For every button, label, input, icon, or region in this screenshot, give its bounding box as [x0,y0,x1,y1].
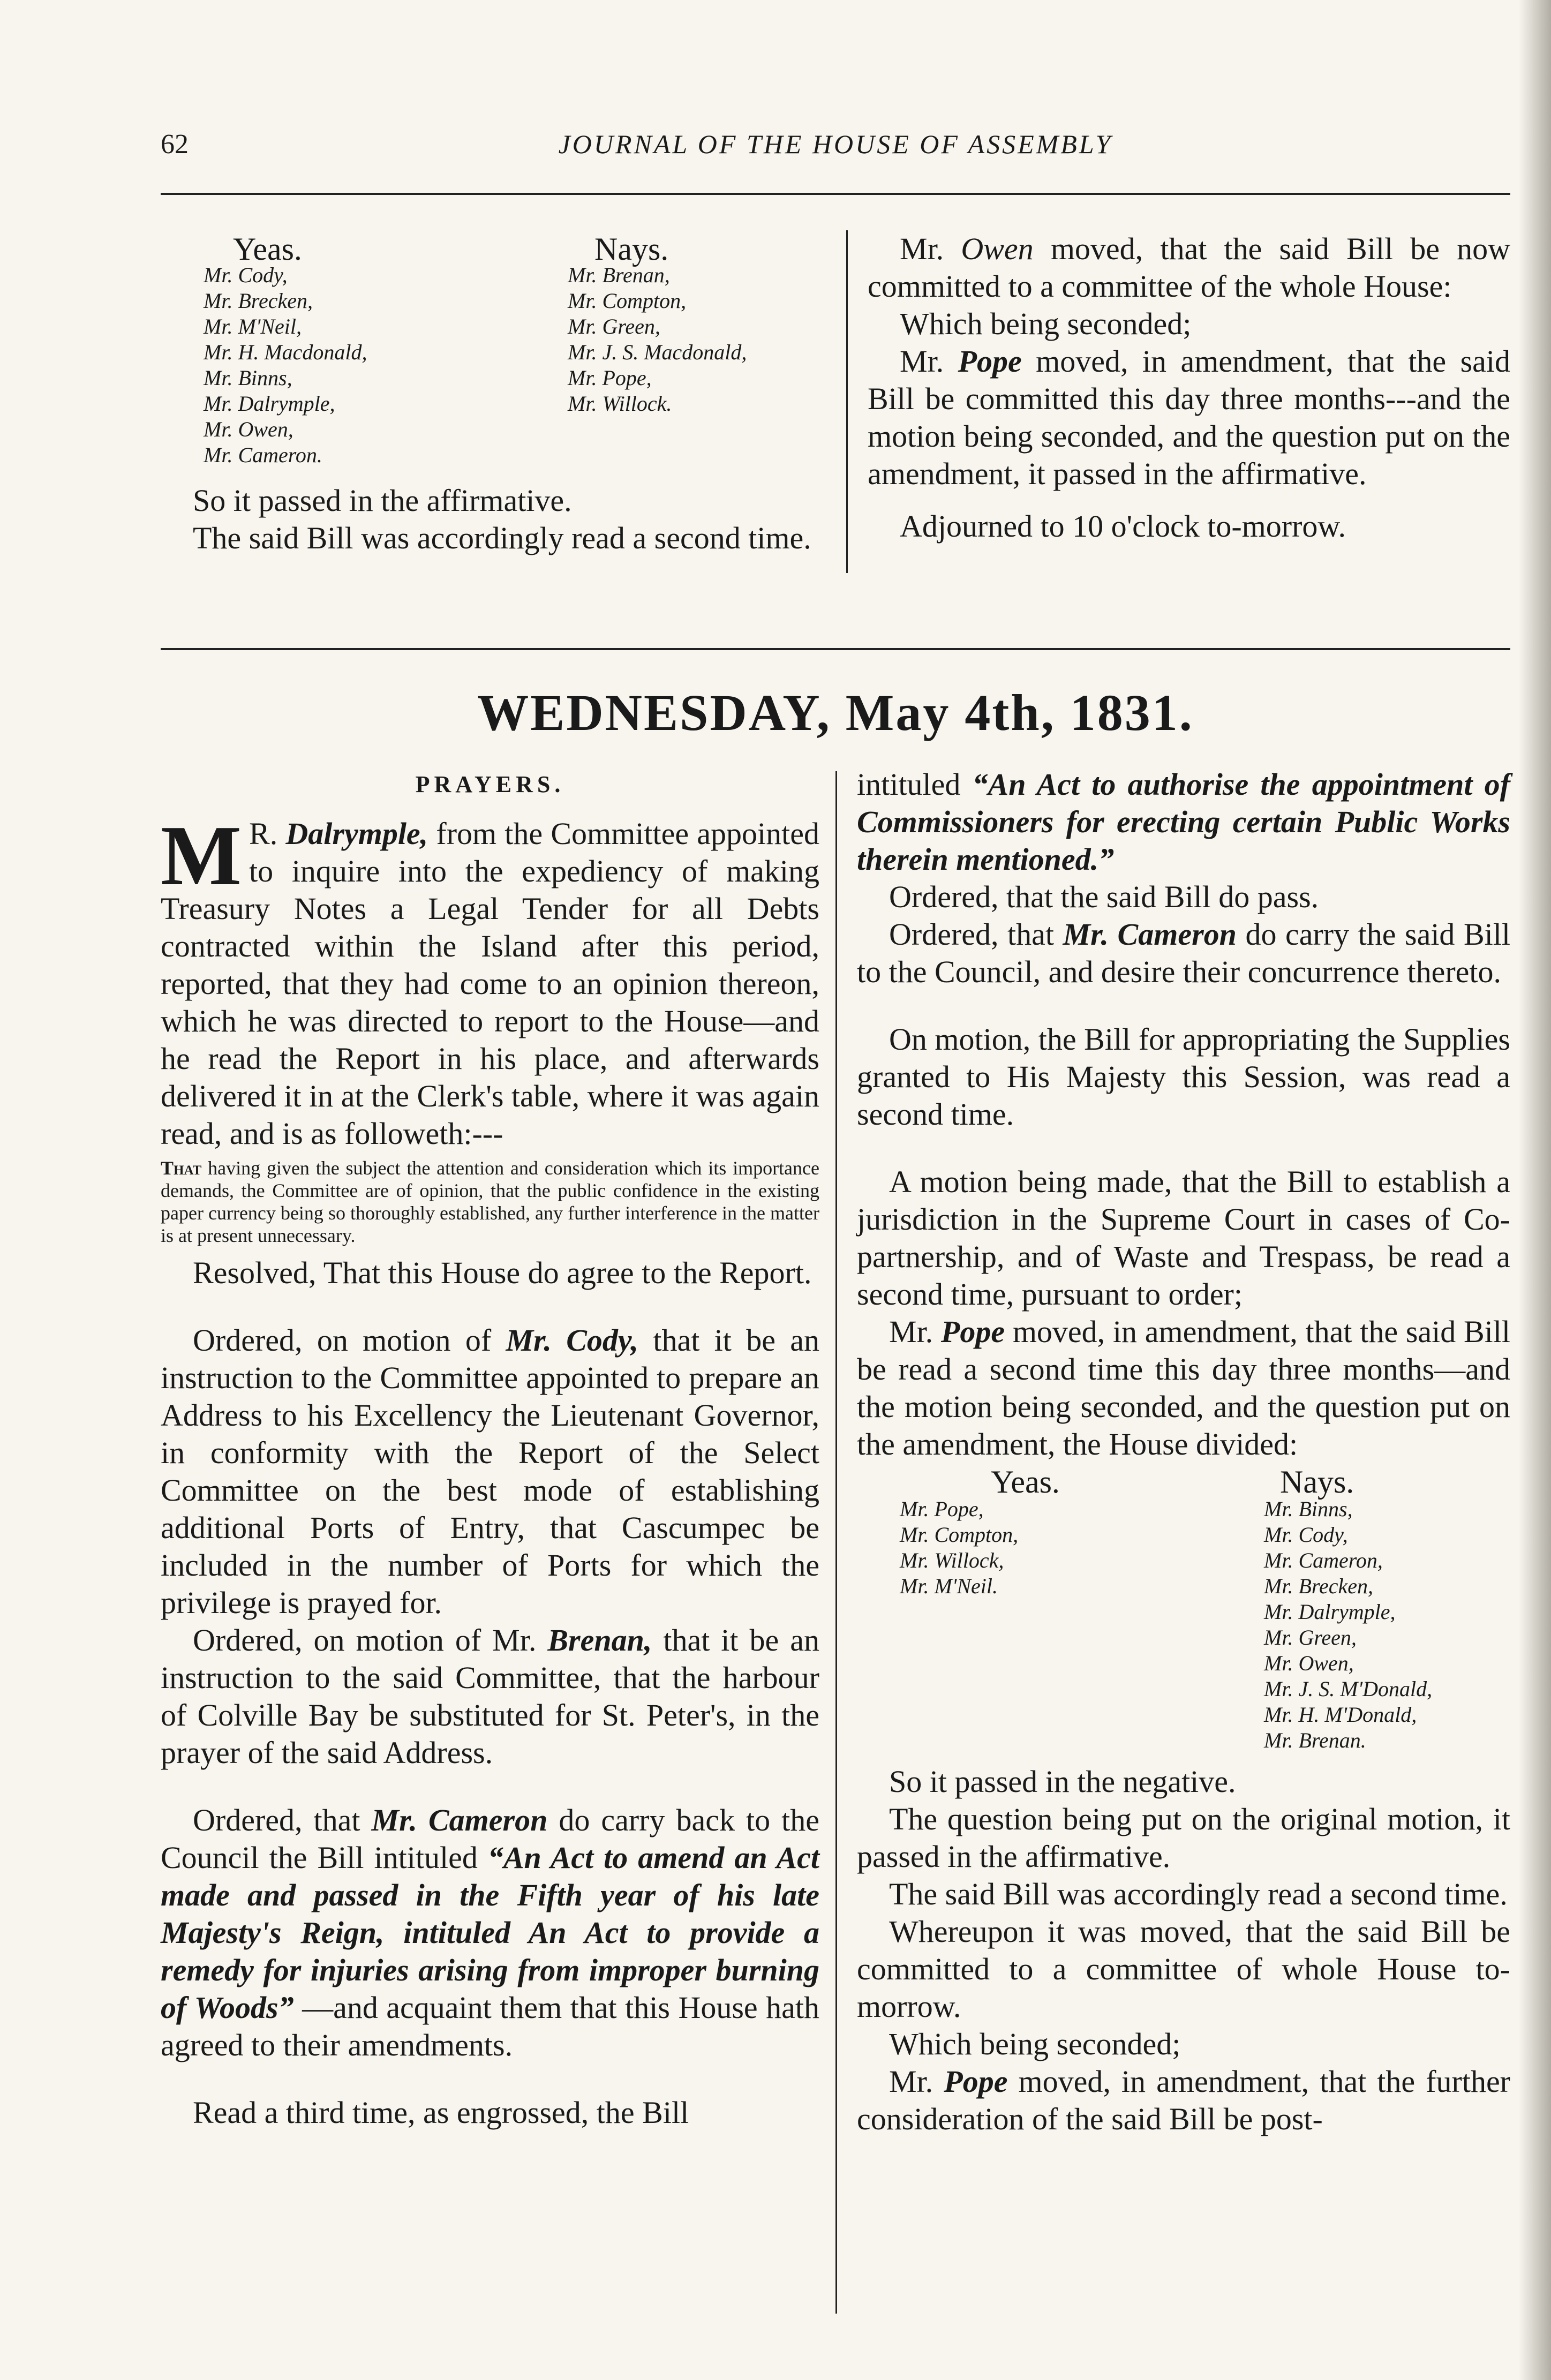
yea-name: Mr. Pope, [900,1497,984,1521]
yeas-label: Yeas. [991,1464,1060,1500]
column-divider-top [846,230,848,573]
date-heading: WEDNESDAY, May 4th, 1831. [477,684,1194,741]
paragraph: Ordered, that Mr. Cameron do carry the said Bill to the Council, and desire their concurrence thereto. [857,917,1510,989]
paragraph: So it passed in the negative. [889,1764,1236,1799]
nay-name: Mr. H. M'Donald, [1264,1703,1417,1727]
right-column [857,766,1510,2138]
yea-name: Mr. Dalrymple, [204,391,335,416]
paragraph: The question being put on the original motion, it passed in the affirmative. [857,1802,1510,1874]
column-divider [835,771,837,2314]
top-right-column [868,230,1510,545]
paragraph: On motion, the Bill for appropriating the Supplies granted to His Majesty this Session, was read a second time. [857,1022,1510,1132]
yea-name: Mr. Brecken, [204,289,313,313]
running-title: JOURNAL OF THE HOUSE OF ASSEMBLY [558,129,1113,159]
nay-name: Mr. Owen, [1264,1651,1354,1675]
paragraph: Read a third time, as engrossed, the Bill [193,2095,689,2130]
paragraph: Resolved, That this House do agree to the Report. [193,1255,812,1290]
nay-name: Mr. Cody, [1264,1523,1348,1547]
yea-name: Mr. Owen, [204,417,293,441]
nay-name: Mr. Pope, [568,366,652,390]
nay-name: Mr. Brenan. [1264,1728,1366,1752]
paragraph: Ordered, that Mr. Cameron do carry back to the Council the Bill intituled “An Act to amend an Act made and passed in the Fifth year of his late Majesty's Reign, intituled An Act to provide a remedy for injuries arising from improper burning of Woods” —and acquaint them that this House hath agreed to their amendments. [161,1803,819,2062]
header-rule [161,193,1510,195]
left-column [161,766,819,2132]
page-number: 62 [161,129,189,160]
page-edge-shadow [1519,0,1551,2380]
paragraph: The said Bill was accordingly read a second time. [889,1877,1508,1911]
paragraph: Which being seconded; [900,306,1192,341]
paragraph: Ordered, on motion of Mr. Brenan, that it be an instruction to the said Committee, that the harbour of Colville Bay be substituted for St. Peter's, in the prayer of the said Address. [161,1623,820,1770]
yea-name: Mr. H. Macdonald, [204,340,367,364]
page-header [161,129,1510,177]
drop-cap: M [161,808,242,903]
nays-label: Nays. [1280,1464,1354,1500]
yea-name: Mr. Cody, [204,263,288,287]
paragraph: Mr. Owen moved, that the said Bill be now committed to a committee of the whole House: [868,231,1510,304]
prayers-heading: PRAYERS. [415,771,565,797]
nay-name: Mr. Brecken, [1264,1574,1373,1598]
nays-list [568,262,747,417]
paragraph: Whereupon it was moved, that the said Bill be committed to a committee of whole House to-morrow. [857,1914,1510,2024]
nay-name: Mr. Binns, [1264,1497,1353,1521]
paragraph: Mr. Pope moved, in amendment, that the further consideration of the said Bill be post- [857,2064,1510,2136]
paragraph: So it passed in the affirmative. [193,483,572,518]
paragraph: intituled “An Act to authorise the appointment of Commissioners for erecting certain Public Works therein mentioned.” [857,767,1510,877]
nay-name: Mr. J. S. Macdonald, [568,340,747,364]
nay-name: Mr. J. S. M'Donald, [1264,1677,1433,1701]
paragraph: Which being seconded; [889,2027,1181,2061]
yea-name: Mr. Willock, [900,1548,1004,1572]
nay-name: Mr. Green, [1264,1625,1357,1650]
yea-name: Mr. M'Neil. [900,1574,998,1598]
yea-name: Mr. Cameron. [204,443,322,467]
nay-name: Mr. Dalrymple, [1264,1600,1396,1624]
nays-label: Nays. [594,231,669,267]
paragraph: Ordered, on motion of Mr. Cody, that it be an instruction to the Committee appointed to prepare an Address to his Excellency the Lieutenant Governor, in conformity with the Report of the Select Committee on the best mode of establishing additional Ports of Entry, that Cascumpec be included in the number of Ports for which the privilege is prayed for. [161,1323,820,1620]
yea-name: Mr. Binns, [204,366,292,390]
paragraph: Mr. Pope moved, in amendment, that the said Bill be committed this day three months---and the motion being seconded, and the question put on the amendment, it passed in the affirmative. [868,344,1510,491]
paragraph: A motion being made, that the Bill to establish a jurisdiction in the Supreme Court in cases of Co-partnership, and of Waste and Trespass, be read a second time, pursuant to order; [857,1164,1510,1312]
paragraph: M R. Dalrymple, from the Committee appointed to inquire into the expediency of making Treasury Notes a Legal Tender for all Debts contracted within the Island after this period, reported, that they had come to an opinion thereon, which he was directed to report to the House—and he read the Report in his place, and afterwards delivered it in at the Clerk's table, where it was again read, and is as followeth:--- [161,808,819,1151]
nay-name: Mr. Willock. [568,391,672,416]
nay-name: Mr. Brenan, [568,263,670,287]
yea-name: Mr. M'Neil, [204,314,302,338]
paragraph: Mr. Pope moved, in amendment, that the said Bill be read a second time this day three months—and the motion being seconded, and the question put on the amendment, the House divided: [857,1314,1510,1462]
yeas-list [204,262,367,468]
committee-report: That having given the subject the attention and consideration which its importance demands, the Committee are of opinion, that the public confidence in the existing paper currency being so thoroughly established, any further interference in the matter is at present unnecessary. [161,1157,819,1246]
nay-name: Mr. Green, [568,314,660,338]
yea-name: Mr. Compton, [900,1523,1019,1547]
nay-name: Mr. Cameron, [1264,1548,1383,1572]
nay-name: Mr. Compton, [568,289,687,313]
nays-list [1264,1496,1432,1753]
division-list-1 [161,230,819,482]
division-list-2 [857,1463,1510,1763]
yeas-list [900,1496,1018,1599]
paragraph: The said Bill was accordingly read a second time. [193,521,811,555]
adjournment-note: Adjourned to 10 o'clock to-morrow. [900,509,1346,544]
paragraph: Ordered, that the said Bill do pass. [889,879,1319,914]
section-rule [161,648,1510,650]
top-left-column [161,230,819,557]
yeas-label: Yeas. [233,231,302,267]
